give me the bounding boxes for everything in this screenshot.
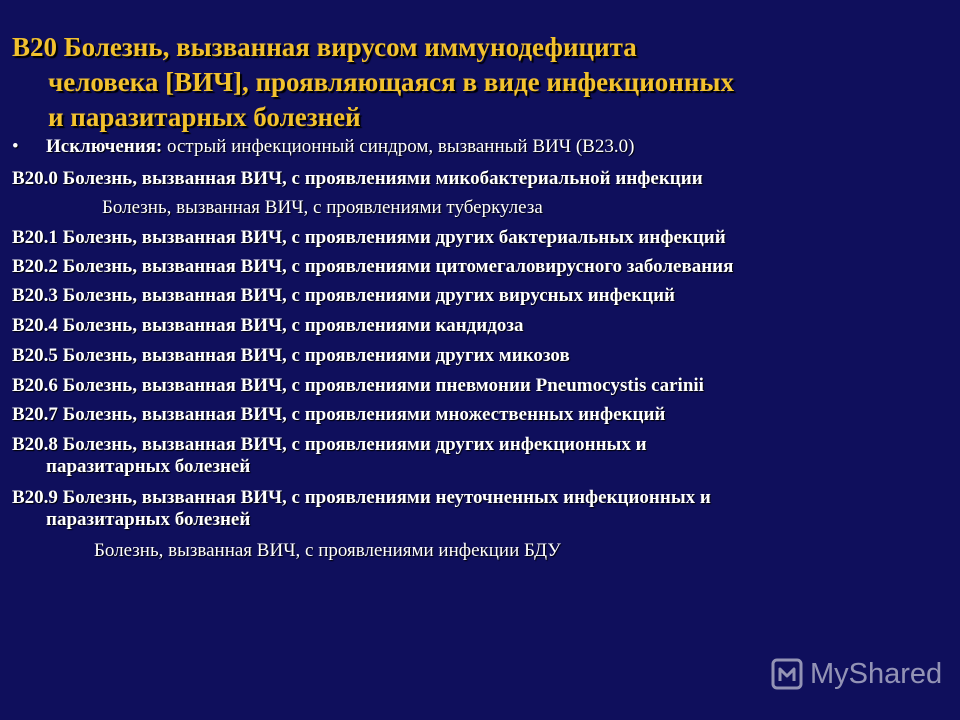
code-b20-8-cont: паразитарных болезней bbox=[46, 456, 251, 477]
code-b20-9: В20.9 Болезнь, вызванная ВИЧ, с проявлениями неуточненных инфекционных и bbox=[12, 487, 711, 508]
title-line-1: B20 Болезнь, вызванная вирусом иммунодефицита bbox=[12, 32, 637, 62]
code-b20-9-cont: паразитарных болезней bbox=[46, 509, 251, 530]
code-b20-0: В20.0 Болезнь, вызванная ВИЧ, с проявлениями микобактериальной инфекции bbox=[12, 168, 703, 189]
code-b20-2: В20.2 Болезнь, вызванная ВИЧ, с проявлениями цитомегаловирусного заболевания bbox=[12, 256, 734, 277]
code-b20-8: В20.8 Болезнь, вызванная ВИЧ, с проявлениями других инфекционных и bbox=[12, 434, 647, 455]
bullet-icon: • bbox=[12, 136, 19, 157]
code-b20-7: В20.7 Болезнь, вызванная ВИЧ, с проявлениями множественных инфекций bbox=[12, 404, 666, 425]
watermark-text: MyShared bbox=[810, 657, 943, 690]
code-b20-3: В20.3 Болезнь, вызванная ВИЧ, с проявлениями других вирусных инфекций bbox=[12, 285, 675, 306]
exclusion-text: острый инфекционный синдром, вызванный ВИЧ (В23.0) bbox=[162, 136, 635, 157]
exclusion-item bbox=[12, 136, 634, 158]
exclusion-label: Исключения: bbox=[46, 136, 163, 157]
myshared-logo-icon bbox=[770, 657, 804, 691]
code-b20-4: В20.4 Болезнь, вызванная ВИЧ, с проявлениями кандидоза bbox=[12, 315, 524, 336]
code-b20-0-note: Болезнь, вызванная ВИЧ, с проявлениями туберкулеза bbox=[102, 197, 543, 218]
myshared-watermark bbox=[770, 652, 942, 696]
code-b20-5: В20.5 Болезнь, вызванная ВИЧ, с проявлениями других микозов bbox=[12, 345, 570, 366]
code-b20-1: В20.1 Болезнь, вызванная ВИЧ, с проявлениями других бактериальных инфекций bbox=[12, 227, 726, 248]
title-line-3: и паразитарных болезней bbox=[48, 102, 361, 132]
slide-title bbox=[12, 30, 942, 135]
title-line-2: человека [ВИЧ], проявляющаяся в виде инфекционных bbox=[48, 67, 734, 97]
code-b20-6: В20.6 Болезнь, вызванная ВИЧ, с проявлениями пневмонии Pneumocystis carinii bbox=[12, 375, 704, 396]
code-b20-9-note: Болезнь, вызванная ВИЧ, с проявлениями инфекции БДУ bbox=[94, 540, 561, 561]
